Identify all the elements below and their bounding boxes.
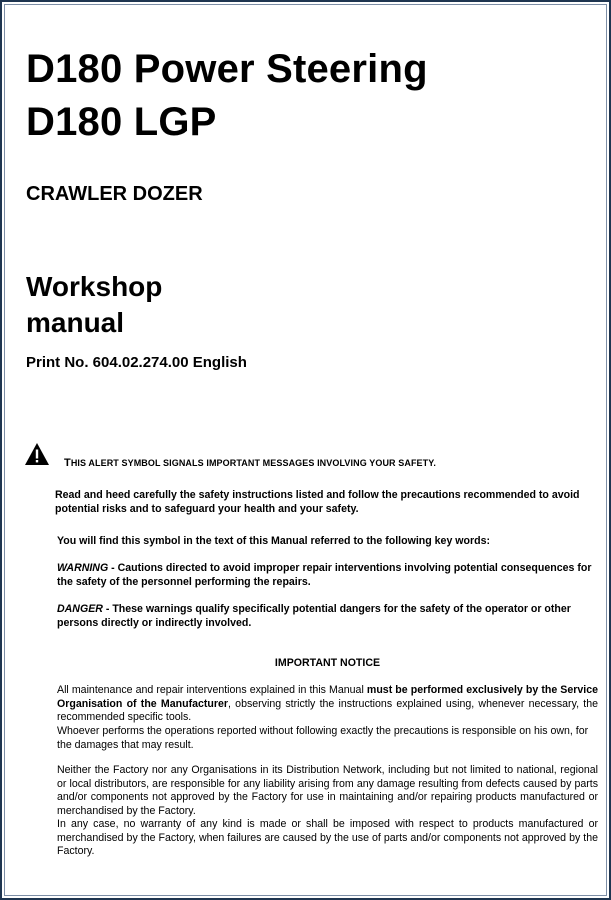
warning-text: - Cautions directed to avoid improper repair interventions involving potential consequences for the safety of the personnel performing the repairs.: [57, 562, 592, 588]
danger-keyword: DANGER: [57, 603, 103, 615]
manual-type-line-2: manual: [26, 307, 125, 338]
maintenance-paragraph: [57, 684, 598, 725]
symbol-keywords-intro: You will find this symbol in the text of this Manual referred to the following key words:: [57, 535, 491, 547]
warning-paragraph: [57, 562, 599, 589]
maintenance-text-1: All maintenance and repair interventions explained in this Manual: [57, 684, 367, 696]
safety-alert-text: [64, 457, 436, 469]
title-line-2: D180 LGP: [26, 100, 217, 144]
maintenance-bold-text: must be performed exclusively by the Service Organisation of the Manufacturer: [57, 684, 598, 710]
alert-first-letter: T: [64, 457, 71, 469]
maintenance-text-2: , observing strictly the instructions explained using, whenever necessary, the recommended specific tools.: [57, 697, 598, 724]
danger-text: - These warnings qualify specifically potential dangers for the safety of the operator or other persons directly or indirectly involved.: [57, 603, 571, 629]
liability-paragraph: Neither the Factory nor any Organisations in its Distribution Network, including but not limited to national, regional or local distributors, are responsible for any liability arising from any damage resulting from defects caused by parts and/or components not approved by the Factory for use in maintaining and/or repairing products manufactured or merchandised by the Factory.: [57, 764, 598, 817]
important-notice-heading: IMPORTANT NOTICE: [274, 657, 381, 669]
title-line-1: D180 Power Steering: [26, 47, 428, 91]
danger-paragraph: [57, 603, 599, 630]
read-heed-paragraph: Read and heed carefully the safety instructions listed and follow the precautions recommended to avoid potential risks and to safeguard your health and your safety.: [55, 489, 580, 515]
responsibility-paragraph: Whoever performs the operations reported without following exactly the precautions is responsible on his own, for the damages that may result.: [57, 725, 589, 751]
manual-type-line-1: Workshop: [26, 271, 163, 302]
alert-rest: HIS ALERT SYMBOL SIGNALS IMPORTANT MESSAGES INVOLVING YOUR SAFETY.: [70, 458, 436, 468]
print-number: Print No. 604.02.274.00 English: [26, 354, 247, 371]
warranty-paragraph: In any case, no warranty of any kind is made or shall be imposed with respect to products manufactured or merchandised by the Factory, when failures are caused by the use of parts and/or components not approved by the Factory.: [57, 818, 598, 858]
warning-keyword: WARNING: [57, 562, 109, 574]
warning-triangle-icon: [25, 443, 49, 465]
machine-type: CRAWLER DOZER: [26, 183, 203, 205]
